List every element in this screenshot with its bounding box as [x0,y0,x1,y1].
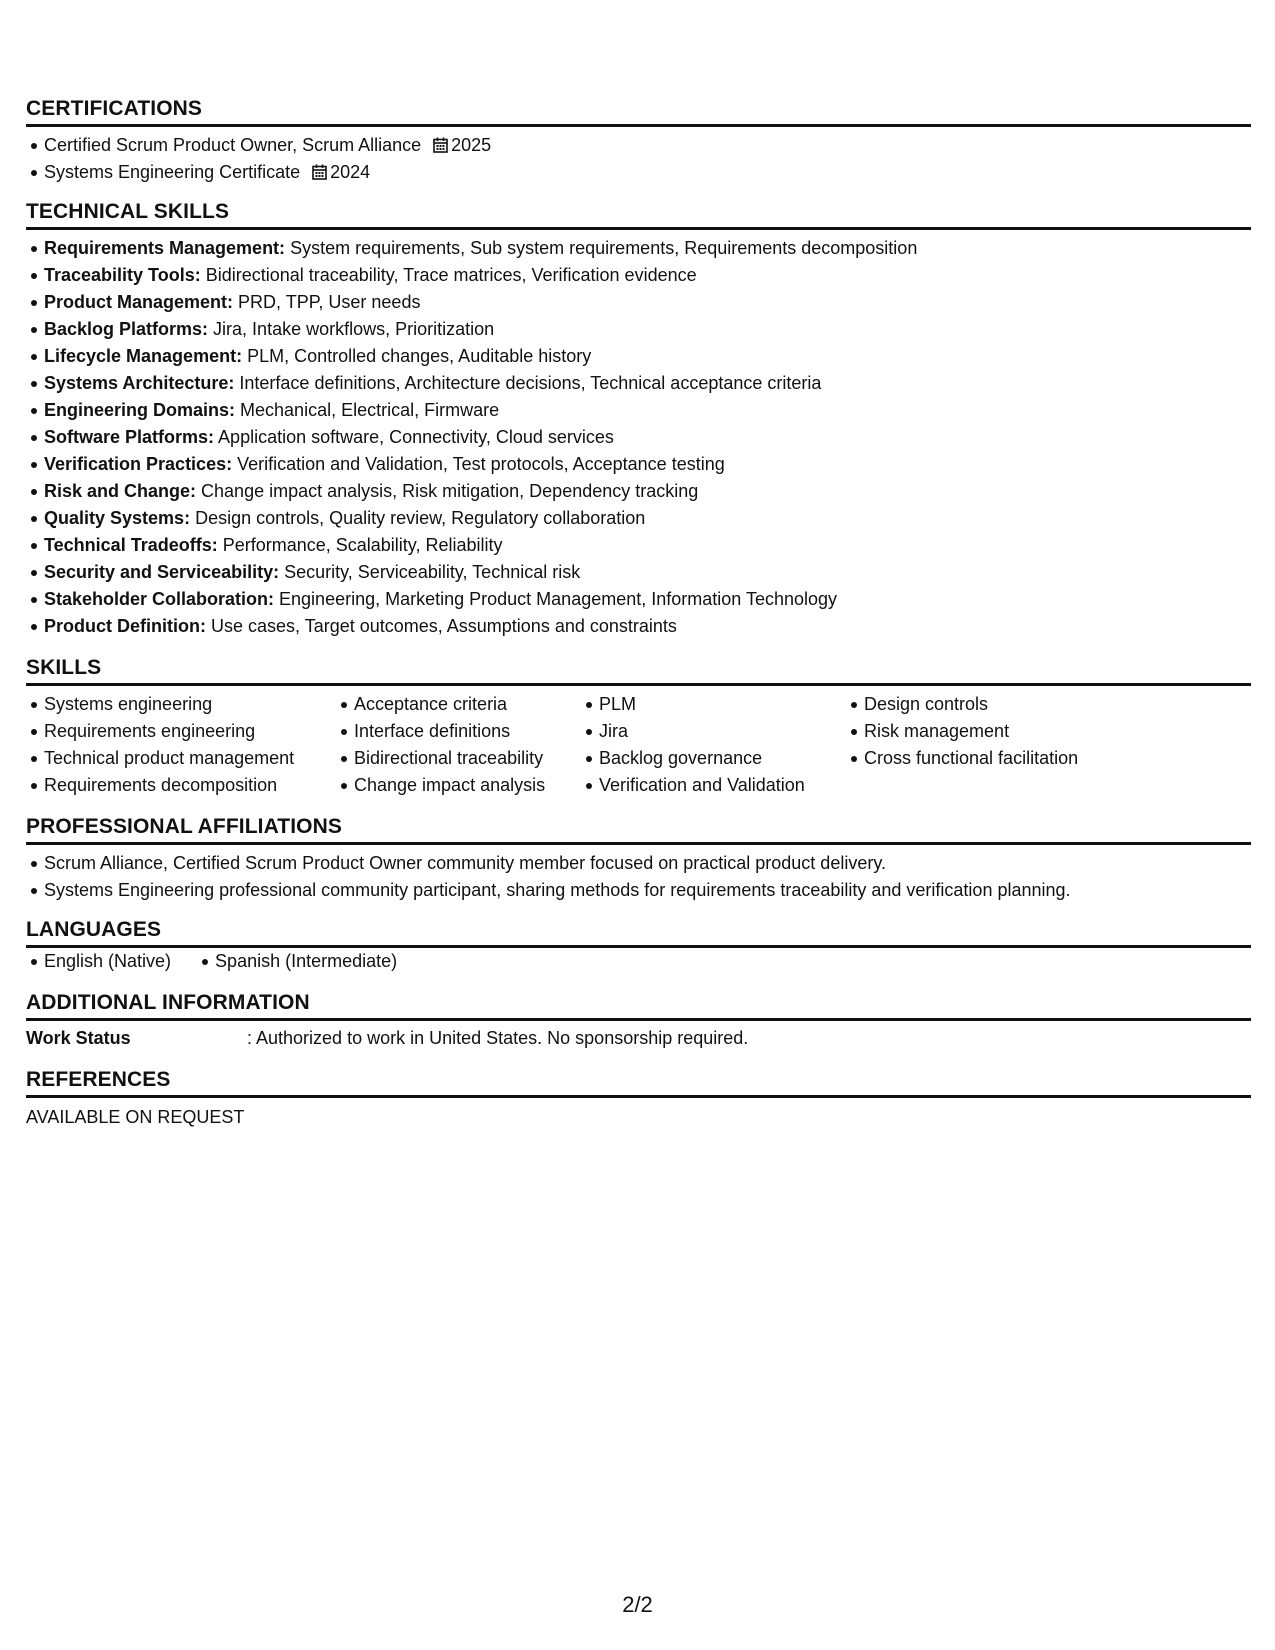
technical-skill-label: Quality Systems: [44,508,191,528]
languages-heading: LANGUAGES [26,916,1251,948]
skill-item: Interface definitions [336,718,581,745]
technical-skill-value: System requirements, Sub system requirements, Requirements decomposition [285,238,918,258]
certifications-section [26,95,1251,186]
skills-column [581,691,846,799]
technical-skill-label: Stakeholder Collaboration: [44,589,275,609]
technical-skill-value: PLM, Controlled changes, Auditable history [242,346,592,366]
certification-item [26,159,1251,186]
skill-item: Systems engineering [26,691,336,718]
technical-skill-value: Application software, Connectivity, Cloud services [214,427,614,447]
technical-skill-label: Verification Practices: [44,454,233,474]
certifications-list [26,127,1251,186]
certification-year: 2025 [451,135,492,155]
skills-heading: SKILLS [26,654,1251,686]
skill-item: Risk management [846,718,1126,745]
skill-item: Jira [581,718,846,745]
technical-skill-value: Use cases, Target outcomes, Assumptions and constraints [205,616,677,636]
skills-section [26,654,1251,799]
skill-item: PLM [581,691,846,718]
technical-skill-label: Systems Architecture: [44,373,235,393]
skills-column [846,691,1126,799]
skills-grid [26,686,1251,799]
technical-skill-item [26,262,1251,289]
certification-year: 2024 [330,162,371,182]
technical-skills-list [26,230,1251,640]
languages-list [26,948,1251,975]
language-item: Spanish (Intermediate) [197,948,397,975]
skill-item: Design controls [846,691,1126,718]
technical-skill-value: Interface definitions, Architecture decisions, Technical acceptance criteria [234,373,822,393]
technical-skill-label: Lifecycle Management: [44,346,243,366]
technical-skill-value: Jira, Intake workflows, Prioritization [208,319,495,339]
technical-skill-label: Security and Serviceability: [44,562,280,582]
technical-skill-label: Requirements Management: [44,238,286,258]
affiliations-heading: PROFESSIONAL AFFILIATIONS [26,813,1251,845]
technical-skill-label: Backlog Platforms: [44,319,209,339]
technical-skills-section [26,198,1251,640]
skill-item: Requirements engineering [26,718,336,745]
certifications-heading: CERTIFICATIONS [26,95,1251,127]
technical-skill-item [26,343,1251,370]
calendar-icon [433,137,448,153]
technical-skill-value: Verification and Validation, Test protocols, Acceptance testing [232,454,725,474]
technical-skill-item [26,370,1251,397]
work-status-row [26,1021,1251,1052]
page-number: 2/2 [622,1592,653,1617]
skill-item: Backlog governance [581,745,846,772]
language-item: English (Native) [26,948,171,975]
certification-name: Certified Scrum Product Owner, Scrum Alliance [44,135,422,155]
technical-skill-item [26,451,1251,478]
technical-skill-item [26,289,1251,316]
skills-column [336,691,581,799]
skill-item: Technical product management [26,745,336,772]
calendar-icon [312,164,327,180]
technical-skill-item [26,235,1251,262]
technical-skill-item [26,397,1251,424]
technical-skills-heading: TECHNICAL SKILLS [26,198,1251,230]
technical-skill-item [26,586,1251,613]
skill-item: Acceptance criteria [336,691,581,718]
technical-skill-value: PRD, TPP, User needs [233,292,421,312]
technical-skill-item [26,478,1251,505]
technical-skill-item [26,532,1251,559]
skill-item: Change impact analysis [336,772,581,799]
technical-skill-label: Product Management: [44,292,234,312]
references-heading: REFERENCES [26,1066,1251,1098]
technical-skill-item [26,613,1251,640]
affiliation-item: Scrum Alliance, Certified Scrum Product Owner community member focused on practical product delivery. [26,850,1251,877]
technical-skill-label: Traceability Tools: [44,265,201,285]
technical-skill-label: Product Definition: [44,616,206,636]
technical-skill-label: Software Platforms: [44,427,215,447]
technical-skill-item [26,424,1251,451]
work-status-key: Work Status [26,1028,131,1048]
technical-skill-value: Mechanical, Electrical, Firmware [235,400,500,420]
affiliations-section [26,813,1251,904]
technical-skill-label: Risk and Change: [44,481,197,501]
affiliations-list [26,845,1251,904]
skills-column [26,691,336,799]
skill-item: Cross functional facilitation [846,745,1126,772]
technical-skill-value: Engineering, Marketing Product Management, Information Technology [274,589,838,609]
skill-item: Verification and Validation [581,772,846,799]
technical-skill-item [26,559,1251,586]
certification-name: Systems Engineering Certificate [44,162,301,182]
technical-skill-item [26,316,1251,343]
technical-skill-label: Engineering Domains: [44,400,236,420]
skill-item: Bidirectional traceability [336,745,581,772]
resume-page [26,95,1251,1131]
technical-skill-value: Security, Serviceability, Technical risk [279,562,581,582]
languages-section [26,916,1251,975]
technical-skill-value: Change impact analysis, Risk mitigation, Dependency tracking [196,481,699,501]
technical-skill-value: Bidirectional traceability, Trace matrices, Verification evidence [200,265,697,285]
additional-information-heading: ADDITIONAL INFORMATION [26,989,1251,1021]
work-status-value: : Authorized to work in United States. No sponsorship required. [247,1028,749,1048]
affiliation-item: Systems Engineering professional community participant, sharing methods for requirements traceability and verification planning. [26,877,1251,904]
skill-item: Requirements decomposition [26,772,336,799]
technical-skill-item [26,505,1251,532]
references-section [26,1066,1251,1131]
technical-skill-value: Performance, Scalability, Reliability [217,535,503,555]
technical-skill-label: Technical Tradeoffs: [44,535,218,555]
certification-item [26,132,1251,159]
technical-skill-value: Design controls, Quality review, Regulatory collaboration [190,508,646,528]
references-text: AVAILABLE ON REQUEST [26,1107,245,1127]
additional-information-section [26,989,1251,1052]
